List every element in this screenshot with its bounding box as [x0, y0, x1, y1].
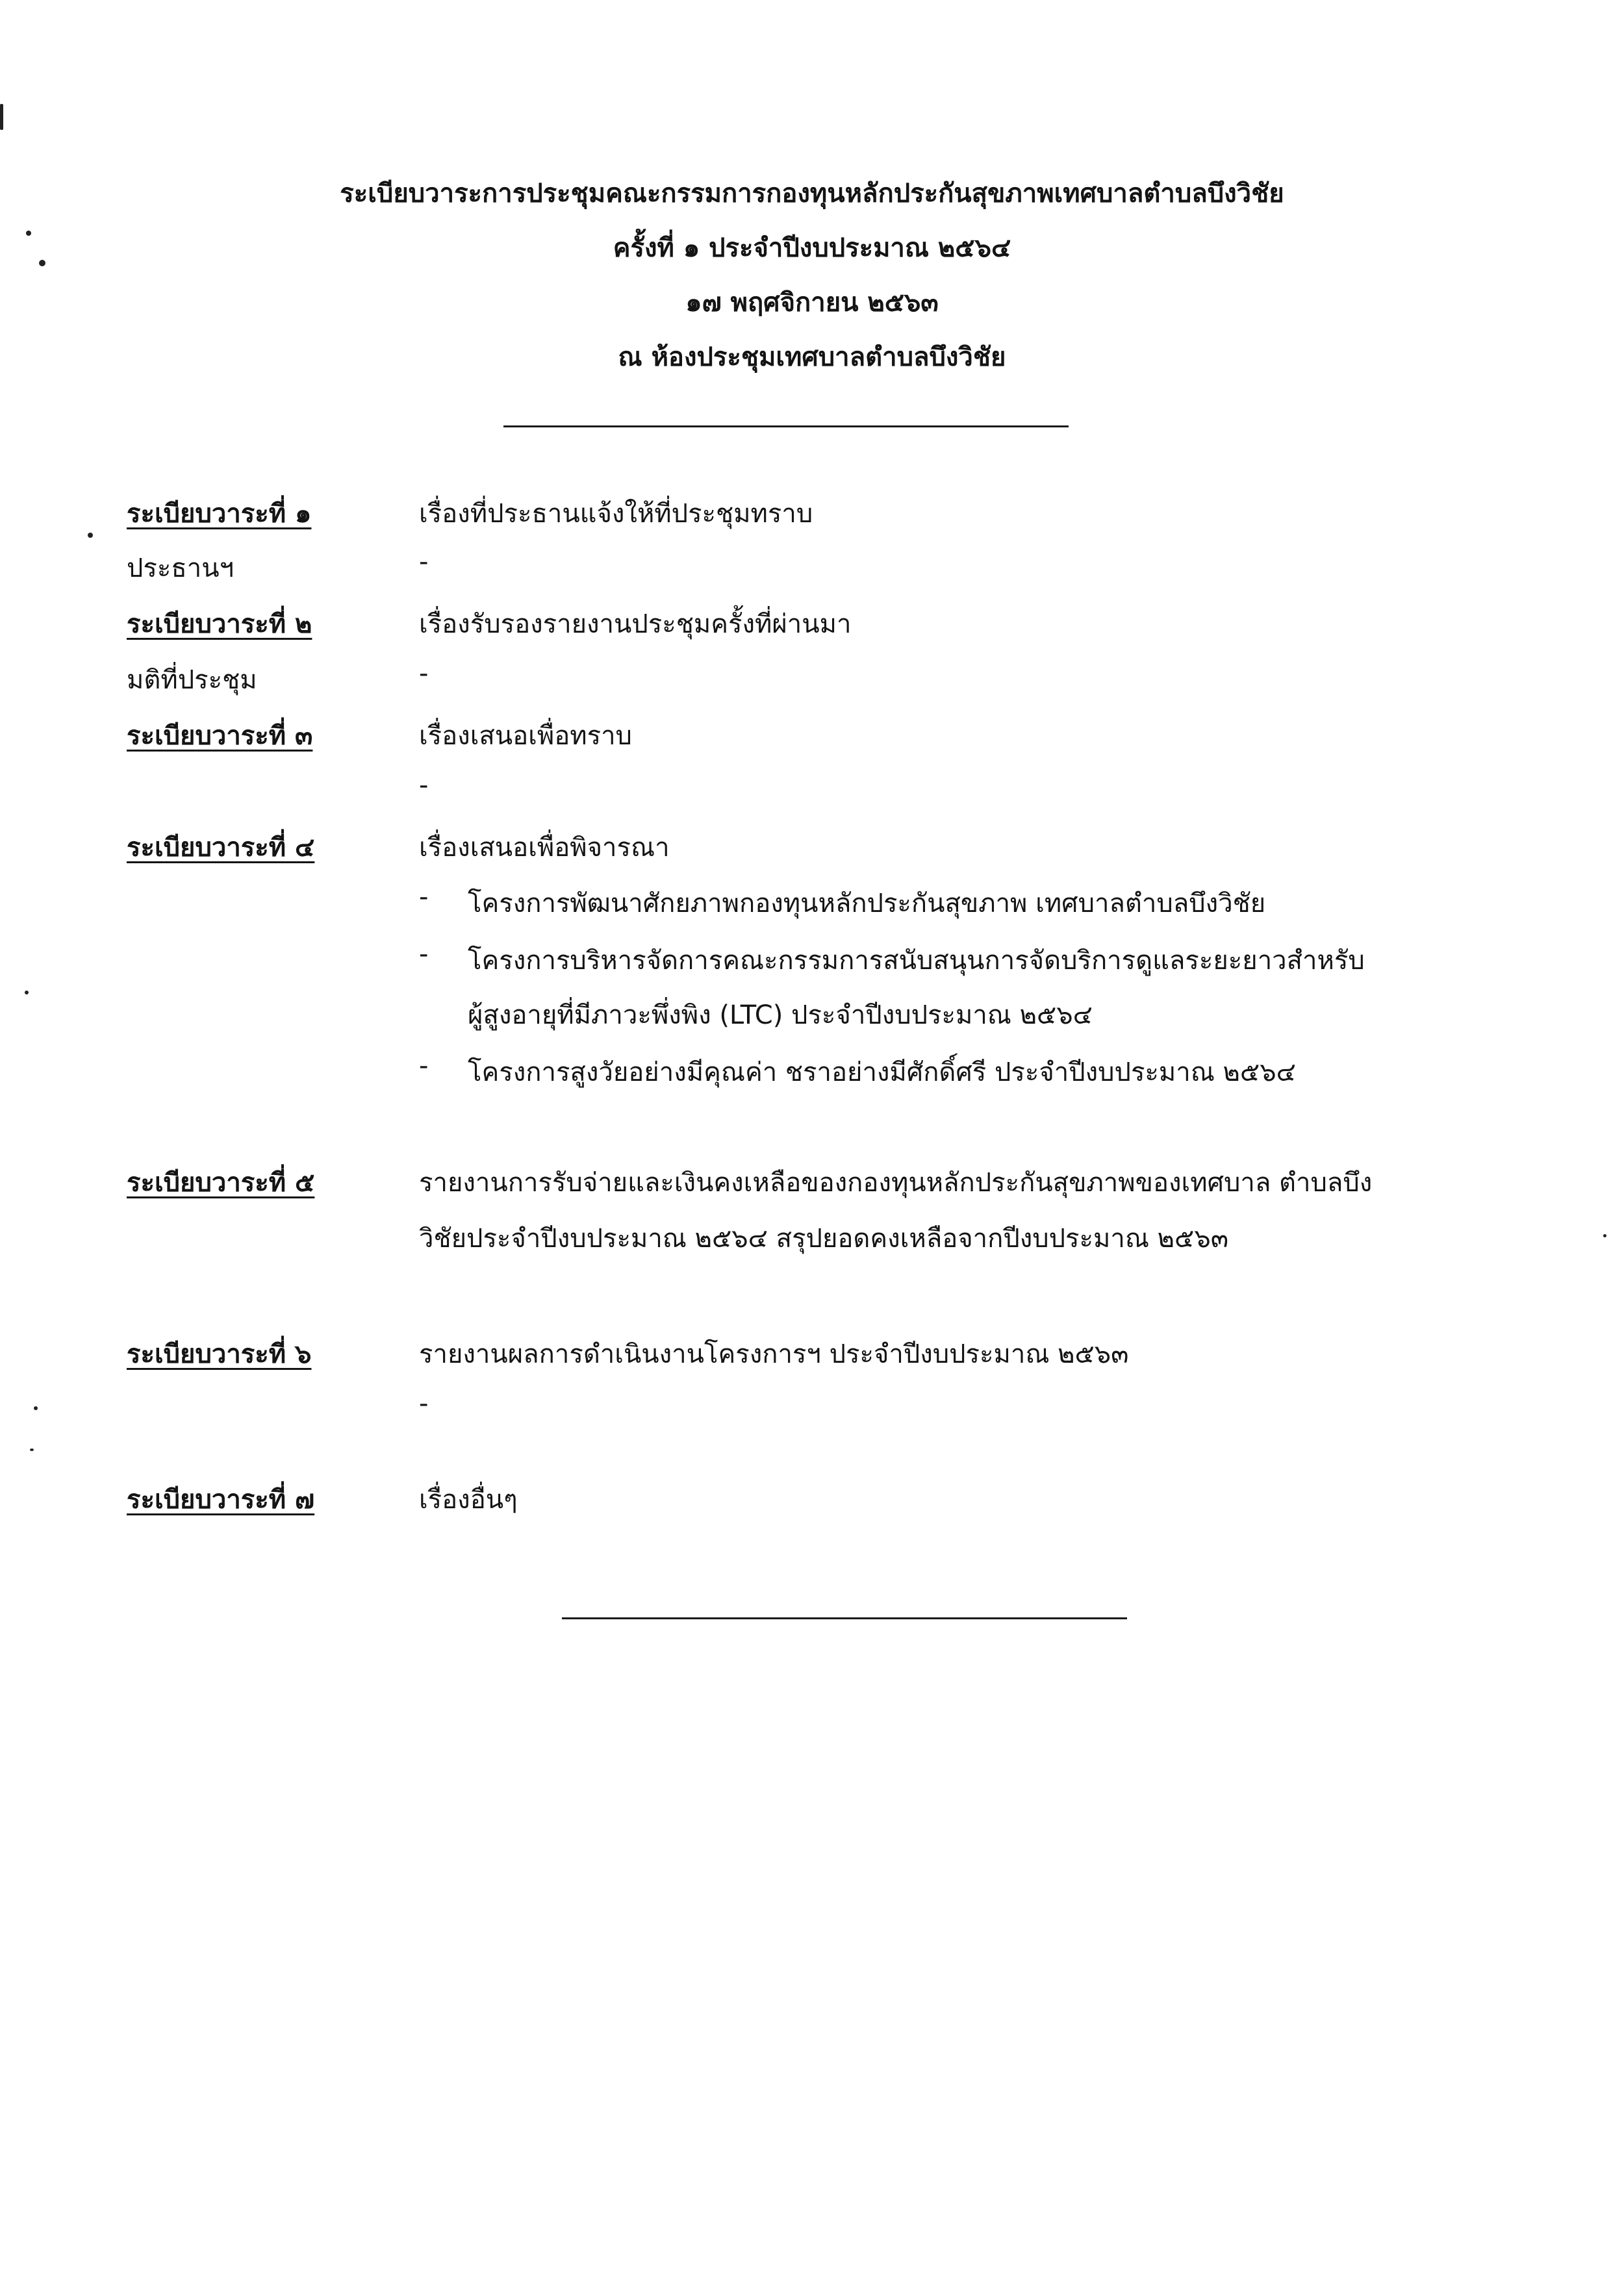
agenda-4-item-2-dash: -	[419, 939, 429, 969]
agenda-6-dash: -	[419, 1389, 429, 1419]
agenda-4-label: ระเบียบวาระที่ ๔	[127, 833, 315, 863]
scan-speck	[25, 991, 29, 994]
scan-speck	[30, 1448, 34, 1451]
agenda-4-item-2-line-2: ผู้สูงอายุที่มีภาวะพึ่งพิง (LTC) ประจำปีงบประมาณ ๒๕๖๔	[468, 1000, 1093, 1030]
agenda-7-title: เรื่องอื่นๆ	[419, 1485, 518, 1515]
header-venue: ณ ห้องประชุมเทศบาลตำบลบึงวิชัย	[618, 342, 1006, 372]
agenda-1-title: เรื่องที่ประธานแจ้งให้ที่ประชุมทราบ	[419, 499, 813, 529]
agenda-2-sub-label: มติที่ประชุม	[127, 665, 257, 695]
agenda-2-title: เรื่องรับรองรายงานประชุมครั้งที่ผ่านมา	[419, 609, 852, 639]
agenda-6-title: รายงานผลการดำเนินงานโครงการฯ ประจำปีงบประมาณ ๒๕๖๓	[419, 1339, 1129, 1369]
header-divider	[503, 425, 1069, 427]
scan-speck	[1603, 1234, 1606, 1237]
agenda-5-label: ระเบียบวาระที่ ๕	[127, 1168, 315, 1198]
agenda-6-label: ระเบียบวาระที่ ๖	[127, 1339, 312, 1369]
agenda-1-sub-label: ประธานฯ	[127, 553, 235, 583]
header-meeting-number: ครั้งที่ ๑ ประจำปีงบประมาณ ๒๕๖๔	[613, 233, 1011, 263]
agenda-3-dash: -	[419, 770, 429, 800]
agenda-5-line-2: วิชัยประจำปีงบประมาณ ๒๕๖๔ สรุปยอดคงเหลือจากปีงบประมาณ ๒๕๖๓	[419, 1224, 1229, 1254]
agenda-1-label: ระเบียบวาระที่ ๑	[127, 499, 312, 529]
scan-speck	[26, 231, 31, 236]
agenda-4-item-3-dash: -	[419, 1051, 429, 1081]
scan-speck	[88, 533, 93, 538]
agenda-7-label: ระเบียบวาระที่ ๗	[127, 1485, 315, 1515]
agenda-4-item-1-text: โครงการพัฒนาศักยภาพกองทุนหลักประกันสุขภาพ เทศบาลตำบลบึงวิชัย	[468, 889, 1266, 918]
header-title: ระเบียบวาระการประชุมคณะกรรมการกองทุนหลักประกันสุขภาพเทศบาลตำบลบึงวิชัย	[340, 179, 1284, 209]
agenda-2-dash: -	[419, 659, 429, 689]
agenda-2-label: ระเบียบวาระที่ ๒	[127, 609, 312, 639]
agenda-4-item-2-line-1: โครงการบริหารจัดการคณะกรรมการสนับสนุนการจัดบริการดูแลระยะยาวสำหรับ	[468, 946, 1365, 976]
agenda-4-title: เรื่องเสนอเพื่อพิจารณา	[419, 833, 670, 863]
agenda-4-item-1-dash: -	[419, 882, 429, 912]
scan-speck	[39, 260, 45, 266]
agenda-3-label: ระเบียบวาระที่ ๓	[127, 721, 313, 751]
agenda-1-dash: -	[419, 547, 429, 577]
agenda-4-item-3-text: โครงการสูงวัยอย่างมีคุณค่า ชราอย่างมีศักดิ์ศรี ประจำปีงบประมาณ ๒๕๖๔	[468, 1057, 1296, 1087]
scan-speck	[34, 1406, 38, 1410]
agenda-3-title: เรื่องเสนอเพื่อทราบ	[419, 721, 632, 751]
agenda-5-line-1: รายงานการรับจ่ายและเงินคงเหลือของกองทุนหลักประกันสุขภาพของเทศบาล ตำบลบึง	[419, 1168, 1373, 1198]
scan-edge-mark	[0, 104, 3, 130]
footer-divider	[562, 1617, 1127, 1619]
header-date: ๑๗ พฤศจิกายน ๒๕๖๓	[685, 288, 939, 318]
